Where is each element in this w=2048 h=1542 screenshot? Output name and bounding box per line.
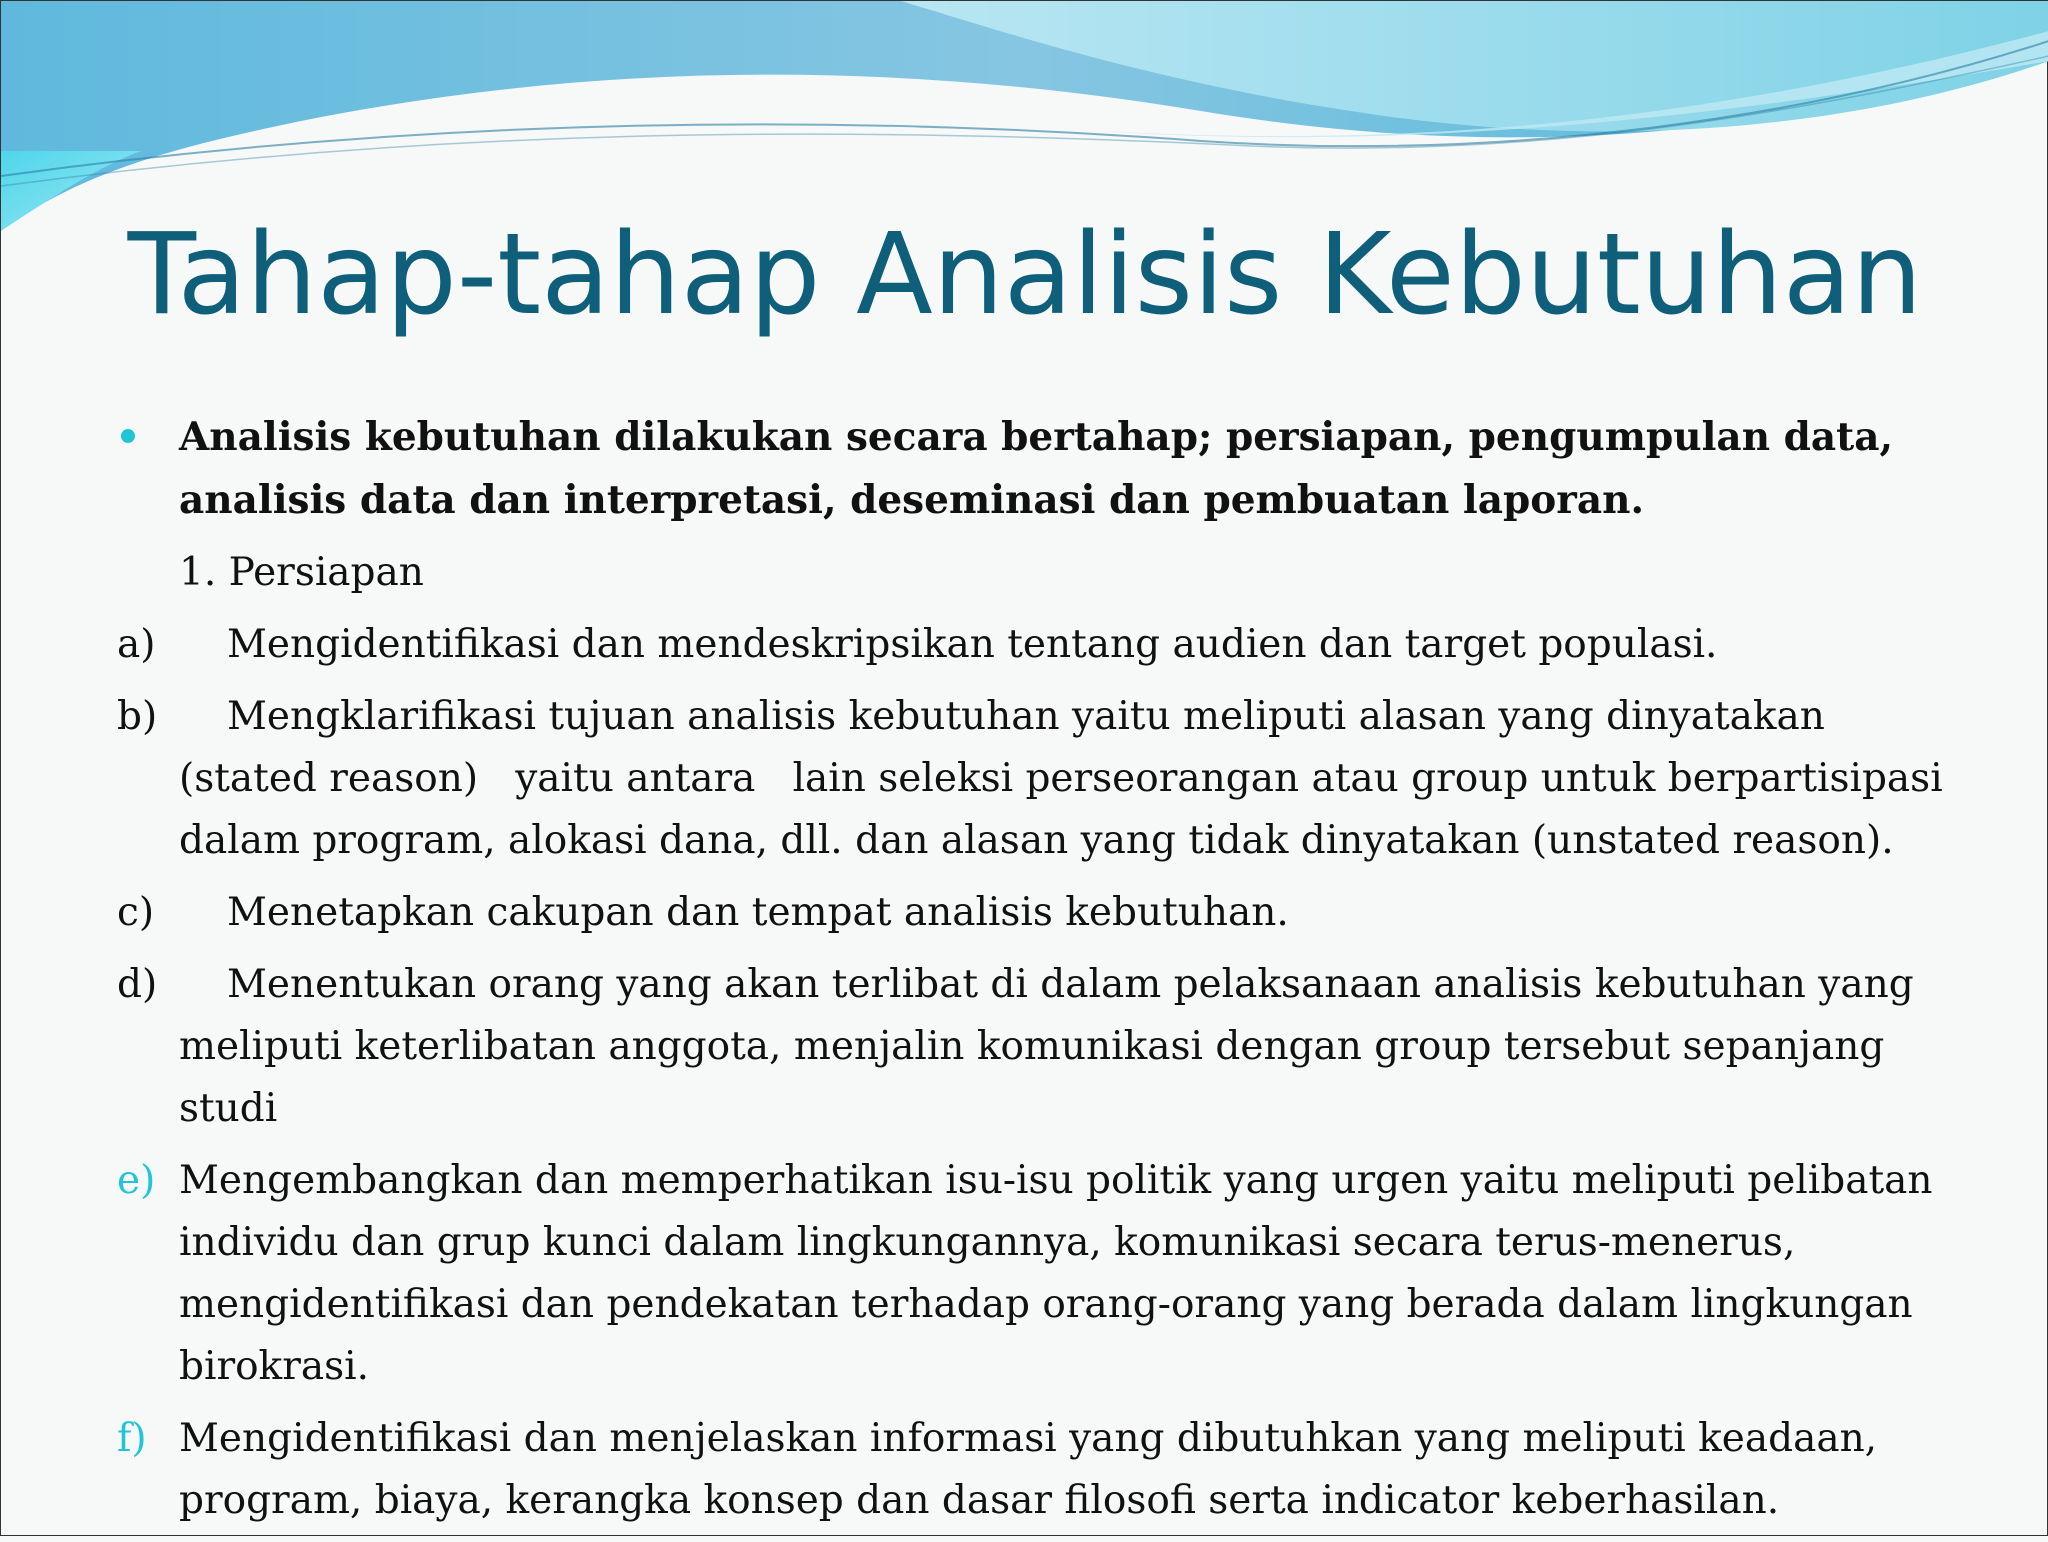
list-marker: d) [117, 962, 158, 1007]
subheading-persiapan: 1. Persiapan [179, 550, 424, 595]
intro-text: Analisis kebutuhan dilakukan secara bertahap; persiapan, pengumpulan data, analisis data dan interpretasi, deseminasi dan pembuatan laporan. [179, 414, 1894, 523]
list-item-text: Mengidentifikasi dan mendeskripsikan tentang audien dan target populasi. [227, 622, 1718, 667]
list-item-text: Mengembangkan dan memperhatikan isu-isu politik yang urgen yaitu meliputi pelibatan individu dan grup kunci dalam lingkungannya, komunikasi secara terus-menerus, mengidentifikasi dan pendekatan terhadap orang-orang yang berada dalam lingkungan birokrasi. [179, 1158, 1933, 1389]
list-item-d [117, 954, 1947, 1140]
list-marker: a) [117, 622, 156, 667]
slide-title: Tahap-tahap Analisis Kebutuhan [127, 210, 1923, 340]
list-item-text: Menentukan orang yang akan terlibat di dalam pelaksanaan analisis kebutuhan yang meliputi keterlibatan anggota, menjalin komunikasi dengan group tersebut sepanjang studi [179, 962, 1914, 1131]
header-wave-decoration [1, 1, 2048, 241]
list-item-e [117, 1150, 1947, 1398]
list-item-text: Mengidentifikasi dan menjelaskan informasi yang dibutuhkan yang meliputi keadaan, program, biaya, kerangka konsep dan dasar filosofi serta indicator keberhasilan. [179, 1416, 1878, 1523]
bullet-dot-icon [121, 429, 135, 443]
list-marker: c) [117, 890, 155, 935]
list-item-b [117, 686, 1956, 872]
list-item-f [117, 1408, 1947, 1532]
list-marker: e) [117, 1158, 156, 1203]
intro-bullet [117, 406, 1947, 532]
list-item-c [117, 882, 1947, 944]
list-item-text: Menetapkan cakupan dan tempat analisis kebutuhan. [227, 890, 1289, 935]
list-item-a [117, 614, 1947, 676]
list-marker: f) [117, 1416, 147, 1461]
list-marker: b) [117, 694, 158, 739]
list-item-text: Mengklarifikasi tujuan analisis kebutuhan yaitu meliputi alasan yang dinyatakan (stated reason) yaitu antara lain seleksi perseorangan atau group untuk berpartisipasi dalam program, alokasi dana, dll. dan alasan yang tidak dinyatakan (unstated reason). [179, 694, 1956, 863]
slide-body [117, 406, 1956, 1542]
